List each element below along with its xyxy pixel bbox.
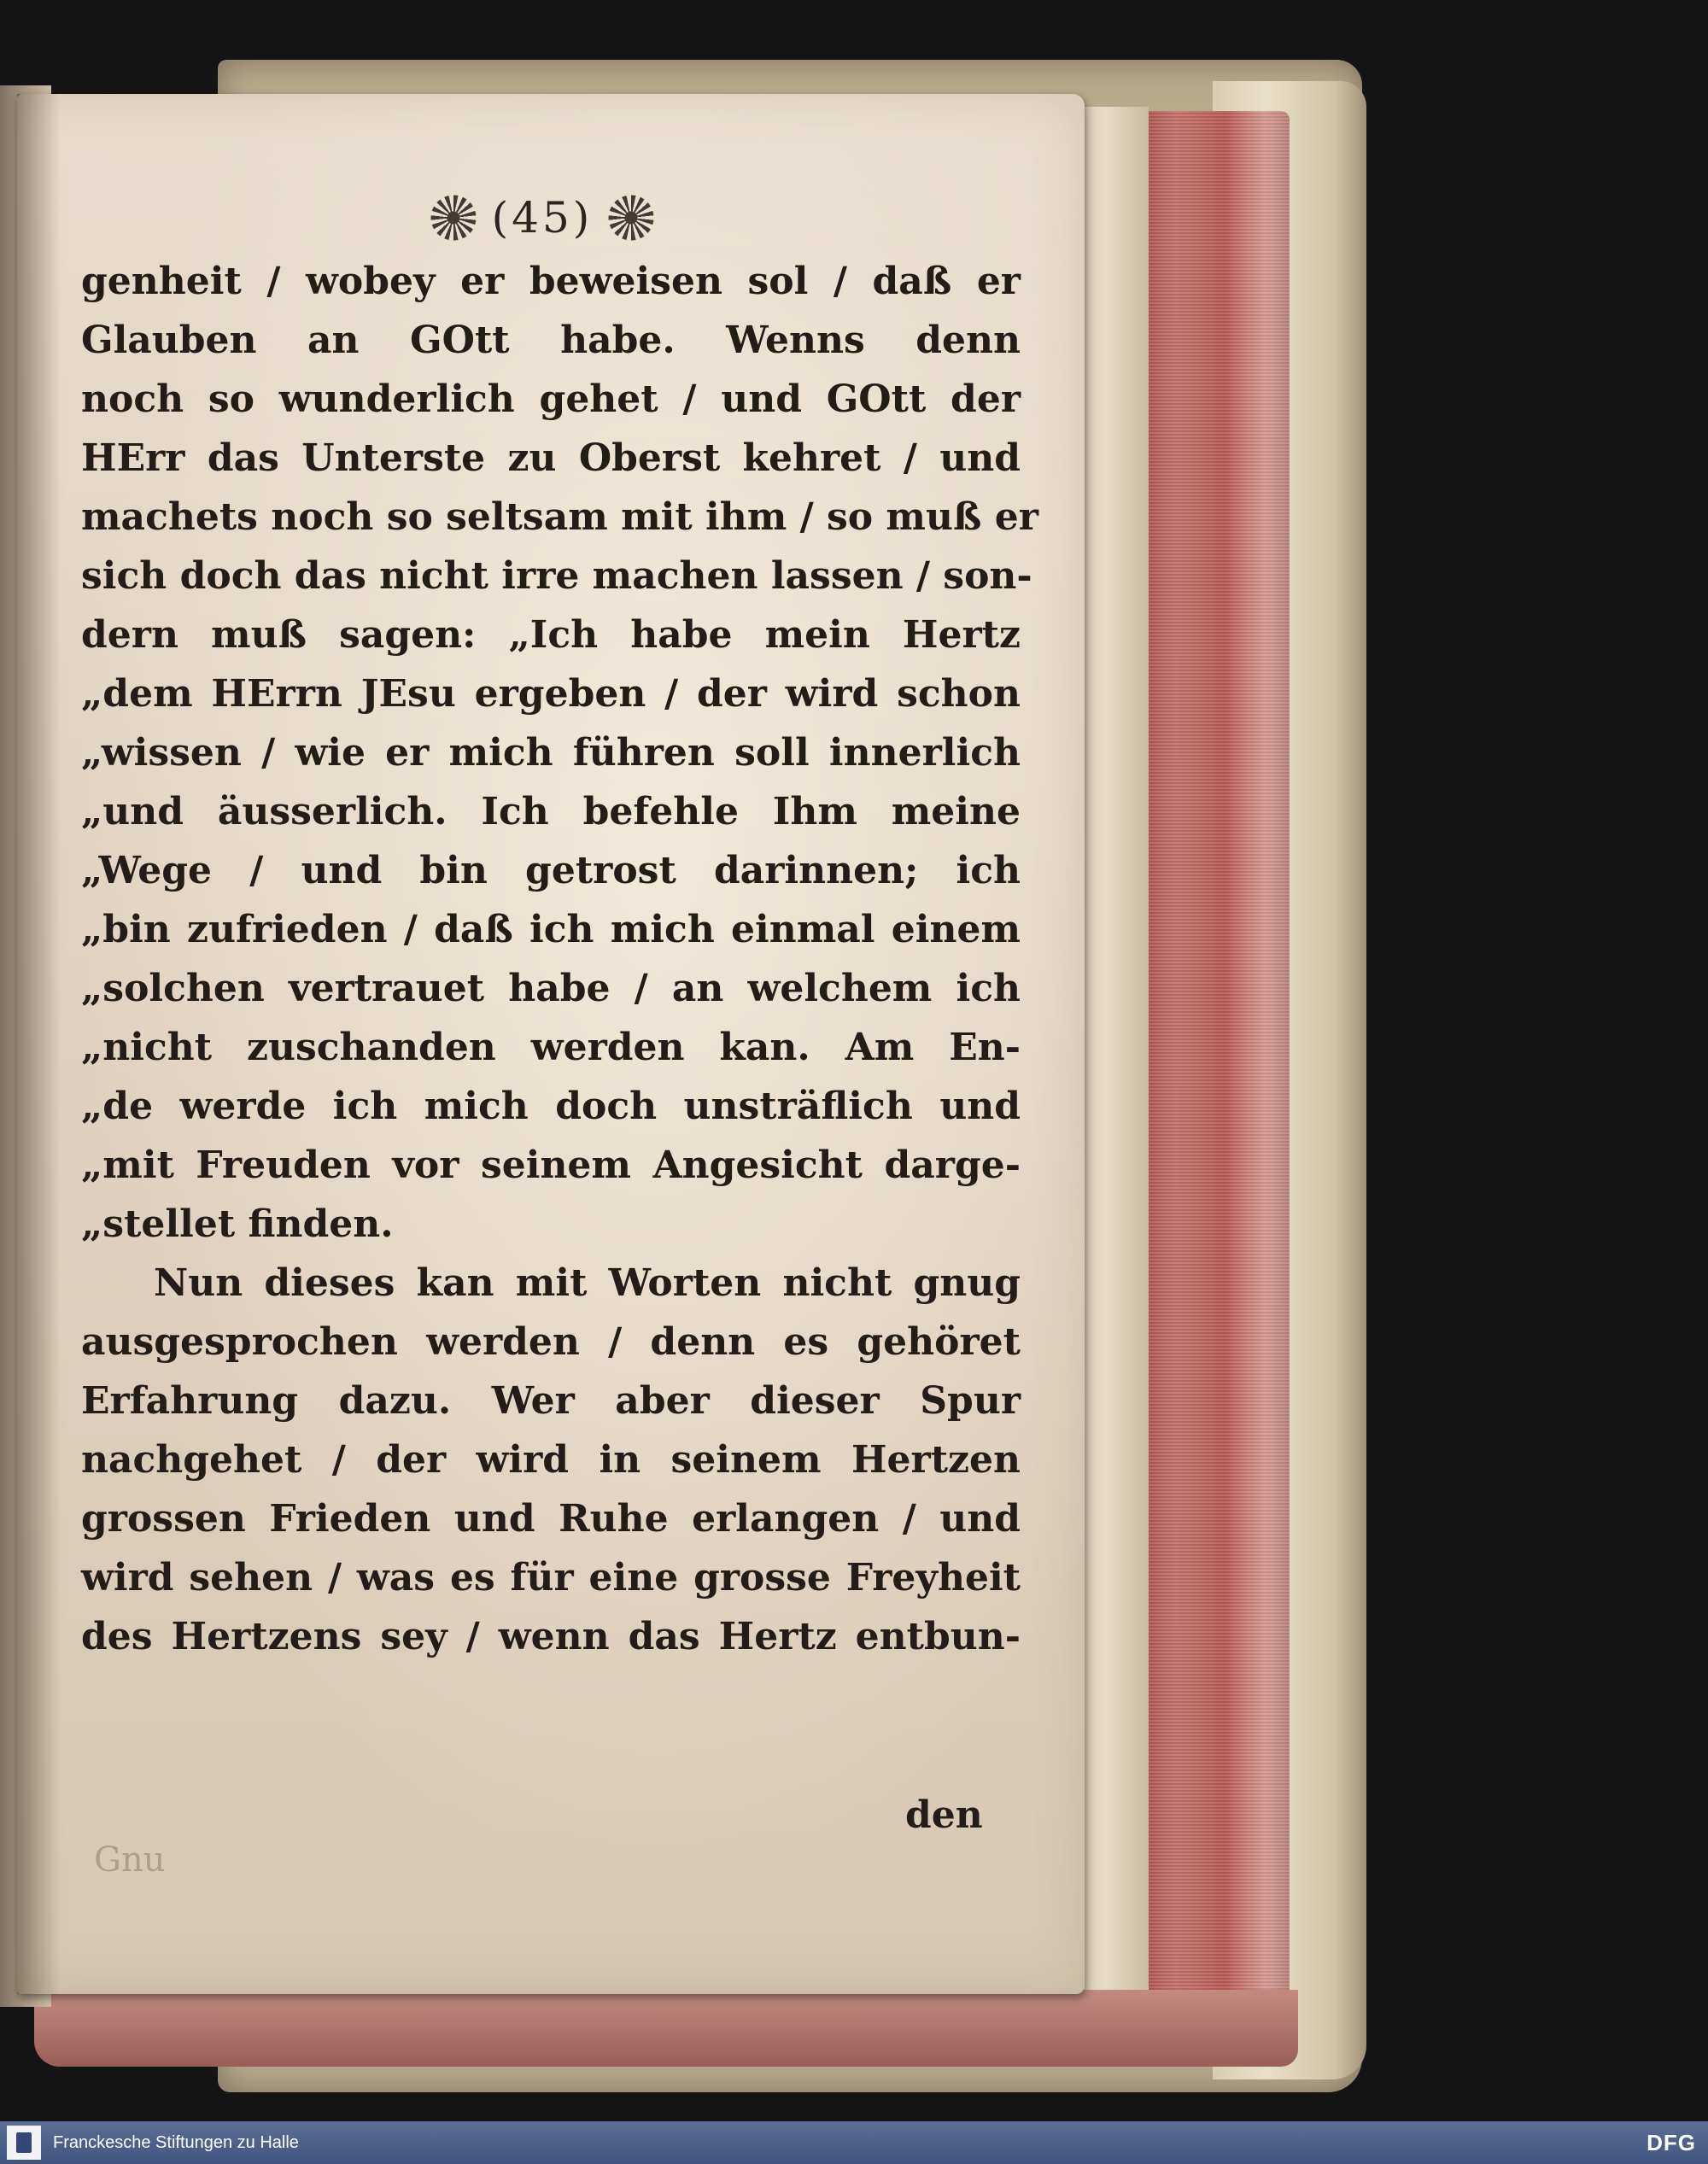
text-line: noch so wunderlich gehet / und GOtt der	[81, 377, 1021, 421]
page-header	[393, 184, 692, 252]
text-line: des Hertzens sey / wenn das Hertz entbun-	[81, 1615, 1021, 1658]
text-line: „Wege / und bin getrost darinnen; ich	[81, 849, 1021, 892]
text-line: Erfahrung dazu. Wer aber dieser Spur	[81, 1379, 1021, 1423]
text-line: genheit / wobey er beweisen sol / daß er	[81, 260, 1021, 303]
bottom-edge	[34, 1990, 1298, 2067]
flower-ornament-icon	[608, 195, 654, 241]
flower-ornament-icon	[430, 195, 477, 241]
dfg-logo[interactable]: DFG	[1647, 2129, 1696, 2155]
text-line: „bin zufrieden / daß ich mich einmal einem	[81, 908, 1021, 951]
building-icon	[16, 2132, 32, 2153]
gutter-shadow	[17, 94, 60, 1994]
institution-name[interactable]: Franckesche Stiftungen zu Halle	[53, 2132, 299, 2152]
page-number: (45)	[491, 193, 594, 243]
text-line: ausgesprochen werden / denn es gehöret	[81, 1320, 1021, 1364]
text-line: machets noch so seltsam mit ihm / so muß er	[81, 495, 1038, 539]
text-line: „nicht zuschanden werden kan. Am En-	[81, 1026, 1021, 1069]
red-page-edges	[1127, 111, 1290, 2024]
text-line: „wissen / wie er mich führen soll innerlich	[81, 731, 1021, 775]
text-line: „dem HErrn JEsu ergeben / der wird schon	[81, 672, 1021, 716]
text-line: wird sehen / was es für eine grosse Freyheit	[81, 1556, 1021, 1600]
text-line: „solchen vertrauet habe / an welchem ich	[81, 967, 1021, 1010]
text-line: „mit Freuden vor seinem Angesicht darge-	[81, 1143, 1021, 1187]
text-line: sich doch das nicht irre machen lassen / son-	[81, 554, 1032, 598]
text-line: Nun dieses kan mit Worten nicht gnug	[154, 1261, 1021, 1305]
catchword: den	[905, 1793, 983, 1837]
text-line: dern muß sagen: „Ich habe mein Hertz	[81, 613, 1021, 657]
text-line: „stellet finden.	[81, 1202, 394, 1246]
book-page	[17, 94, 1085, 1994]
footer-bar	[0, 2121, 1708, 2164]
institution-logo-icon[interactable]	[7, 2126, 41, 2160]
text-line: grossen Frieden und Ruhe erlangen / und	[81, 1497, 1021, 1541]
page-text	[81, 252, 1038, 1666]
text-line: „und äusserlich. Ich befehle Ihm meine	[81, 790, 1021, 833]
text-line: Glauben an GOtt habe. Wenns denn	[81, 319, 1021, 362]
text-line: HErr das Unterste zu Oberst kehret / und	[81, 436, 1021, 480]
text-line: nachgehet / der wird in seinem Hertzen	[81, 1438, 1021, 1482]
text-line: „de werde ich mich doch unsträflich und	[81, 1085, 1021, 1128]
show-through-text: Gnu	[94, 1840, 166, 1880]
